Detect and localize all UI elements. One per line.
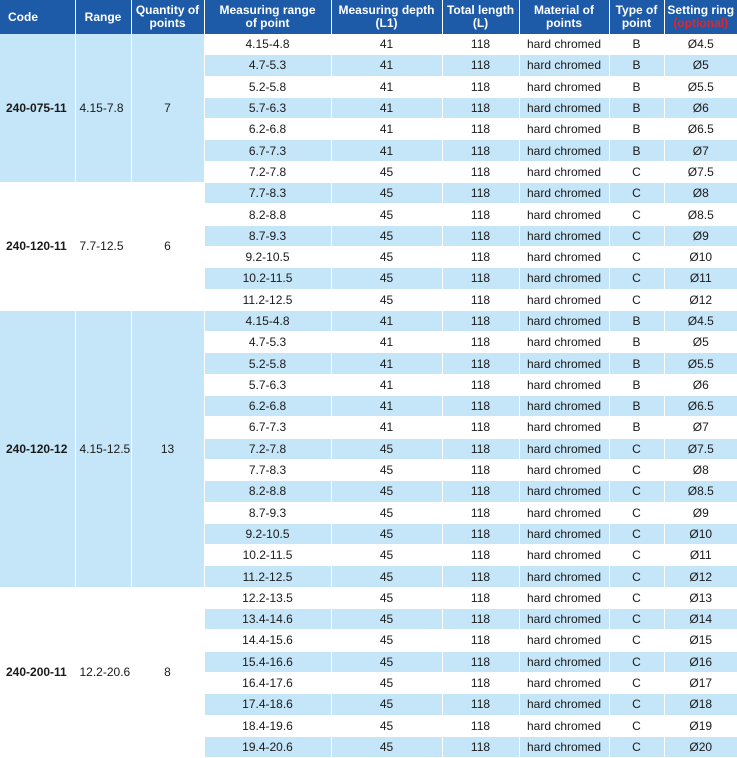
cell-measuring-depth: 41	[331, 310, 442, 331]
cell-material: hard chromed	[519, 545, 609, 566]
table-body	[0, 34, 737, 758]
cell-total-length: 118	[442, 736, 519, 757]
cell-setting-ring: Ø10	[664, 246, 737, 267]
cell-type: C	[609, 736, 664, 757]
cell-type: C	[609, 289, 664, 310]
header-total-length-line2: (L)	[472, 16, 489, 30]
cell-total-length: 118	[442, 204, 519, 225]
cell-measuring-depth: 45	[331, 183, 442, 204]
cell-total-length: 118	[442, 459, 519, 480]
cell-material: hard chromed	[519, 246, 609, 267]
cell-material: hard chromed	[519, 55, 609, 76]
cell-material: hard chromed	[519, 523, 609, 544]
cell-type: C	[609, 161, 664, 182]
cell-material: hard chromed	[519, 694, 609, 715]
cell-total-length: 118	[442, 34, 519, 55]
cell-measuring-depth: 41	[331, 353, 442, 374]
cell-type: B	[609, 34, 664, 55]
cell-measuring-range: 11.2-12.5	[204, 289, 331, 310]
cell-setting-ring: Ø4.5	[664, 310, 737, 331]
cell-setting-ring: Ø7	[664, 417, 737, 438]
cell-setting-ring: Ø5	[664, 332, 737, 353]
header-type	[609, 0, 664, 34]
cell-material: hard chromed	[519, 374, 609, 395]
cell-type: C	[609, 502, 664, 523]
cell-range: 4.15-12.5	[75, 310, 131, 587]
cell-range: 12.2-20.6	[75, 587, 131, 757]
cell-setting-ring: Ø10	[664, 523, 737, 544]
cell-measuring-range: 10.2-11.5	[204, 545, 331, 566]
cell-total-length: 118	[442, 715, 519, 736]
cell-type: B	[609, 417, 664, 438]
table-row	[0, 183, 737, 204]
cell-measuring-depth: 41	[331, 140, 442, 161]
cell-material: hard chromed	[519, 417, 609, 438]
cell-total-length: 118	[442, 545, 519, 566]
cell-total-length: 118	[442, 694, 519, 715]
cell-measuring-range: 7.2-7.8	[204, 161, 331, 182]
cell-material: hard chromed	[519, 651, 609, 672]
cell-measuring-range: 6.7-7.3	[204, 140, 331, 161]
cell-type: C	[609, 694, 664, 715]
cell-setting-ring: Ø12	[664, 566, 737, 587]
cell-measuring-range: 5.2-5.8	[204, 76, 331, 97]
cell-material: hard chromed	[519, 459, 609, 480]
cell-material: hard chromed	[519, 119, 609, 140]
cell-measuring-depth: 45	[331, 609, 442, 630]
header-material-line2: points	[546, 16, 582, 30]
cell-measuring-depth: 41	[331, 374, 442, 395]
header-measuring-depth-line1: Measuring depth	[338, 3, 435, 17]
cell-type: B	[609, 119, 664, 140]
cell-type: C	[609, 715, 664, 736]
cell-total-length: 118	[442, 609, 519, 630]
cell-type: C	[609, 672, 664, 693]
cell-measuring-depth: 45	[331, 481, 442, 502]
cell-material: hard chromed	[519, 76, 609, 97]
cell-material: hard chromed	[519, 566, 609, 587]
cell-measuring-depth: 41	[331, 417, 442, 438]
cell-material: hard chromed	[519, 225, 609, 246]
cell-measuring-range: 4.7-5.3	[204, 332, 331, 353]
cell-material: hard chromed	[519, 396, 609, 417]
cell-code: 240-075-11	[0, 34, 75, 183]
cell-measuring-range: 12.2-13.5	[204, 587, 331, 608]
cell-measuring-depth: 45	[331, 438, 442, 459]
cell-material: hard chromed	[519, 715, 609, 736]
cell-setting-ring: Ø17	[664, 672, 737, 693]
cell-total-length: 118	[442, 566, 519, 587]
cell-setting-ring: Ø9	[664, 502, 737, 523]
cell-measuring-range: 5.7-6.3	[204, 97, 331, 118]
cell-measuring-range: 14.4-15.6	[204, 630, 331, 651]
cell-total-length: 118	[442, 55, 519, 76]
cell-material: hard chromed	[519, 161, 609, 182]
cell-measuring-range: 16.4-17.6	[204, 672, 331, 693]
cell-code: 240-120-12	[0, 310, 75, 587]
cell-measuring-depth: 41	[331, 97, 442, 118]
cell-total-length: 118	[442, 374, 519, 395]
cell-measuring-depth: 45	[331, 630, 442, 651]
cell-type: C	[609, 204, 664, 225]
cell-quantity: 6	[131, 183, 204, 311]
cell-measuring-range: 17.4-18.6	[204, 694, 331, 715]
cell-type: C	[609, 630, 664, 651]
cell-type: C	[609, 651, 664, 672]
cell-measuring-depth: 41	[331, 55, 442, 76]
cell-setting-ring: Ø8.5	[664, 204, 737, 225]
header-setting-ring	[664, 0, 737, 34]
cell-type: C	[609, 438, 664, 459]
header-total-length	[442, 0, 519, 34]
cell-measuring-range: 8.7-9.3	[204, 225, 331, 246]
cell-range: 7.7-12.5	[75, 183, 131, 311]
cell-measuring-depth: 45	[331, 523, 442, 544]
cell-measuring-depth: 45	[331, 502, 442, 523]
cell-setting-ring: Ø8	[664, 183, 737, 204]
cell-type: B	[609, 374, 664, 395]
cell-measuring-range: 6.7-7.3	[204, 417, 331, 438]
cell-setting-ring: Ø5.5	[664, 353, 737, 374]
cell-setting-ring: Ø7	[664, 140, 737, 161]
cell-material: hard chromed	[519, 502, 609, 523]
cell-total-length: 118	[442, 672, 519, 693]
header-measuring-depth-line2: (L1)	[375, 16, 398, 30]
cell-measuring-range: 9.2-10.5	[204, 246, 331, 267]
cell-measuring-range: 10.2-11.5	[204, 268, 331, 289]
cell-setting-ring: Ø18	[664, 694, 737, 715]
cell-setting-ring: Ø4.5	[664, 34, 737, 55]
cell-type: C	[609, 523, 664, 544]
cell-material: hard chromed	[519, 587, 609, 608]
cell-material: hard chromed	[519, 438, 609, 459]
cell-measuring-range: 4.15-4.8	[204, 34, 331, 55]
cell-setting-ring: Ø12	[664, 289, 737, 310]
table-row	[0, 34, 737, 55]
cell-measuring-depth: 45	[331, 289, 442, 310]
cell-total-length: 118	[442, 523, 519, 544]
header-measuring-depth	[331, 0, 442, 34]
cell-measuring-depth: 45	[331, 694, 442, 715]
header-row	[0, 0, 737, 34]
cell-type: C	[609, 246, 664, 267]
cell-type: C	[609, 459, 664, 480]
cell-measuring-depth: 45	[331, 246, 442, 267]
cell-measuring-range: 7.2-7.8	[204, 438, 331, 459]
cell-setting-ring: Ø14	[664, 609, 737, 630]
cell-measuring-range: 13.4-14.6	[204, 609, 331, 630]
cell-type: B	[609, 396, 664, 417]
header-material	[519, 0, 609, 34]
cell-type: B	[609, 353, 664, 374]
cell-total-length: 118	[442, 246, 519, 267]
table-row	[0, 310, 737, 331]
header-quantity-line2: points	[149, 16, 186, 30]
cell-setting-ring: Ø6.5	[664, 119, 737, 140]
cell-material: hard chromed	[519, 268, 609, 289]
cell-measuring-depth: 45	[331, 268, 442, 289]
cell-total-length: 118	[442, 587, 519, 608]
cell-range: 4.15-7.8	[75, 34, 131, 183]
cell-setting-ring: Ø5.5	[664, 76, 737, 97]
header-setting-ring-optional: (optional)	[673, 16, 729, 30]
cell-measuring-depth: 45	[331, 161, 442, 182]
cell-material: hard chromed	[519, 630, 609, 651]
cell-setting-ring: Ø13	[664, 587, 737, 608]
cell-setting-ring: Ø15	[664, 630, 737, 651]
cell-measuring-range: 8.7-9.3	[204, 502, 331, 523]
cell-measuring-depth: 45	[331, 715, 442, 736]
cell-total-length: 118	[442, 353, 519, 374]
cell-setting-ring: Ø8.5	[664, 481, 737, 502]
header-type-line2: point	[621, 16, 652, 30]
cell-material: hard chromed	[519, 183, 609, 204]
cell-measuring-depth: 41	[331, 34, 442, 55]
cell-type: C	[609, 566, 664, 587]
cell-quantity: 13	[131, 310, 204, 587]
cell-measuring-depth: 45	[331, 672, 442, 693]
cell-material: hard chromed	[519, 310, 609, 331]
cell-type: C	[609, 225, 664, 246]
cell-type: C	[609, 545, 664, 566]
cell-material: hard chromed	[519, 736, 609, 757]
cell-measuring-range: 6.2-6.8	[204, 119, 331, 140]
cell-total-length: 118	[442, 268, 519, 289]
cell-measuring-depth: 45	[331, 566, 442, 587]
header-measuring-range	[204, 0, 331, 34]
cell-code: 240-120-11	[0, 183, 75, 311]
cell-measuring-range: 4.7-5.3	[204, 55, 331, 76]
cell-measuring-depth: 41	[331, 332, 442, 353]
cell-total-length: 118	[442, 119, 519, 140]
cell-setting-ring: Ø7.5	[664, 438, 737, 459]
cell-measuring-depth: 45	[331, 545, 442, 566]
cell-material: hard chromed	[519, 204, 609, 225]
cell-setting-ring: Ø9	[664, 225, 737, 246]
cell-measuring-range: 5.2-5.8	[204, 353, 331, 374]
cell-total-length: 118	[442, 225, 519, 246]
cell-material: hard chromed	[519, 353, 609, 374]
cell-total-length: 118	[442, 76, 519, 97]
cell-measuring-depth: 45	[331, 225, 442, 246]
header-measuring-range-line2: of point	[245, 16, 290, 30]
cell-material: hard chromed	[519, 609, 609, 630]
cell-measuring-range: 5.7-6.3	[204, 374, 331, 395]
cell-setting-ring: Ø6.5	[664, 396, 737, 417]
cell-setting-ring: Ø7.5	[664, 161, 737, 182]
cell-measuring-range: 11.2-12.5	[204, 566, 331, 587]
cell-measuring-depth: 45	[331, 736, 442, 757]
cell-total-length: 118	[442, 332, 519, 353]
cell-type: C	[609, 609, 664, 630]
cell-setting-ring: Ø5	[664, 55, 737, 76]
cell-type: C	[609, 481, 664, 502]
cell-setting-ring: Ø11	[664, 268, 737, 289]
cell-measuring-range: 15.4-16.6	[204, 651, 331, 672]
header-range: Range	[75, 0, 131, 34]
cell-total-length: 118	[442, 502, 519, 523]
cell-type: B	[609, 332, 664, 353]
cell-measuring-range: 19.4-20.6	[204, 736, 331, 757]
cell-type: B	[609, 310, 664, 331]
cell-type: C	[609, 587, 664, 608]
header-setting-ring-line1: Setting ring	[667, 3, 735, 17]
cell-total-length: 118	[442, 183, 519, 204]
cell-material: hard chromed	[519, 289, 609, 310]
cell-type: B	[609, 97, 664, 118]
cell-measuring-range: 8.2-8.8	[204, 481, 331, 502]
cell-code: 240-200-11	[0, 587, 75, 757]
cell-type: B	[609, 140, 664, 161]
cell-setting-ring: Ø8	[664, 459, 737, 480]
table-row	[0, 587, 737, 608]
header-type-line1: Type of	[615, 3, 658, 17]
cell-measuring-range: 6.2-6.8	[204, 396, 331, 417]
cell-measuring-range: 8.2-8.8	[204, 204, 331, 225]
cell-material: hard chromed	[519, 140, 609, 161]
cell-measuring-depth: 41	[331, 119, 442, 140]
cell-setting-ring: Ø20	[664, 736, 737, 757]
cell-total-length: 118	[442, 161, 519, 182]
cell-quantity: 8	[131, 587, 204, 757]
cell-quantity: 7	[131, 34, 204, 183]
cell-type: B	[609, 55, 664, 76]
cell-type: C	[609, 183, 664, 204]
cell-measuring-depth: 45	[331, 651, 442, 672]
cell-material: hard chromed	[519, 332, 609, 353]
header-quantity-line1: Quantity of	[135, 3, 200, 17]
cell-measuring-depth: 41	[331, 76, 442, 97]
cell-measuring-depth: 45	[331, 459, 442, 480]
cell-measuring-range: 4.15-4.8	[204, 310, 331, 331]
cell-type: C	[609, 268, 664, 289]
cell-total-length: 118	[442, 97, 519, 118]
cell-material: hard chromed	[519, 481, 609, 502]
cell-total-length: 118	[442, 438, 519, 459]
cell-total-length: 118	[442, 310, 519, 331]
cell-setting-ring: Ø11	[664, 545, 737, 566]
cell-total-length: 118	[442, 481, 519, 502]
header-total-length-line1: Total length	[446, 3, 515, 17]
cell-total-length: 118	[442, 140, 519, 161]
header-material-line1: Material of	[533, 3, 594, 17]
cell-measuring-range: 9.2-10.5	[204, 523, 331, 544]
cell-setting-ring: Ø19	[664, 715, 737, 736]
cell-total-length: 118	[442, 417, 519, 438]
cell-measuring-range: 7.7-8.3	[204, 183, 331, 204]
cell-measuring-depth: 41	[331, 396, 442, 417]
header-measuring-range-line1: Measuring range	[219, 3, 316, 17]
cell-measuring-range: 7.7-8.3	[204, 459, 331, 480]
header-quantity	[131, 0, 204, 34]
header-code: Code	[0, 0, 75, 34]
cell-total-length: 118	[442, 289, 519, 310]
cell-material: hard chromed	[519, 97, 609, 118]
cell-total-length: 118	[442, 630, 519, 651]
cell-setting-ring: Ø6	[664, 374, 737, 395]
cell-total-length: 118	[442, 651, 519, 672]
cell-measuring-depth: 45	[331, 587, 442, 608]
cell-setting-ring: Ø6	[664, 97, 737, 118]
cell-setting-ring: Ø16	[664, 651, 737, 672]
cell-measuring-depth: 45	[331, 204, 442, 225]
cell-total-length: 118	[442, 396, 519, 417]
cell-measuring-range: 18.4-19.6	[204, 715, 331, 736]
cell-material: hard chromed	[519, 34, 609, 55]
cell-type: B	[609, 76, 664, 97]
cell-material: hard chromed	[519, 672, 609, 693]
